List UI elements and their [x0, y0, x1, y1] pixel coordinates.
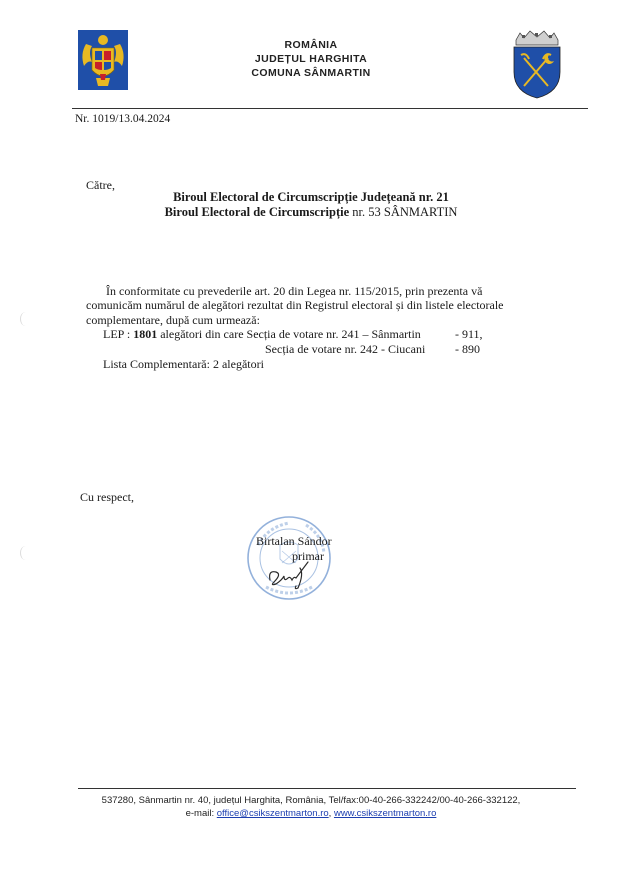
footer-email-link[interactable]: office@csikszentmarton.ro — [216, 808, 329, 819]
body-line-2: comunicăm numărul de alegători rezultat din Registrul electoral și din listele electorale — [86, 298, 504, 312]
lep-line — [103, 327, 421, 342]
complementary-list-line — [103, 357, 264, 372]
section-241-count: - 911, — [455, 327, 483, 341]
recipient-line-2 — [0, 205, 622, 220]
footer-contact — [0, 808, 622, 819]
section-242-count: - 890 — [455, 342, 480, 356]
footer-email-label: e-mail: — [185, 808, 217, 819]
complementary-count: 2 alegători — [212, 357, 264, 371]
header-commune: COMUNA SÂNMARTIN — [251, 67, 371, 79]
section-242-label: Secția de votare nr. 242 - Ciucani — [265, 342, 426, 356]
footer-divider — [78, 788, 576, 789]
body-line-1: În conformitate cu prevederile art. 20 din Legea nr. 115/2015, prin prezenta vă — [106, 284, 483, 298]
signatory-name: Birtalan Sándor — [256, 534, 332, 548]
recipient-line-2-rest: nr. 53 SÂNMARTIN — [349, 205, 458, 219]
header-county: JUDEȚUL HARGHITA — [254, 53, 368, 65]
lep-description: alegători din care Secția de votare nr. 241 – Sânmartin — [157, 327, 421, 341]
recipient-line-1: Biroul Electoral de Circumscripție Județeană nr. 21 — [173, 190, 449, 204]
recipient-line-2-bold: Biroul Electoral de Circumscripție — [164, 205, 350, 219]
scan-mark — [20, 546, 31, 560]
footer-website-link[interactable]: www.csikszentmarton.ro — [333, 808, 437, 819]
salutation: Către, — [86, 178, 115, 192]
complementary-prefix: Lista Complementară: — [103, 357, 213, 371]
reference-number: Nr. 1019/13.04.2024 — [75, 113, 171, 125]
scan-mark — [20, 312, 31, 326]
closing: Cu respect, — [80, 490, 134, 504]
footer-address: 537280, Sânmartin nr. 40, județul Harghita, România, Tel/fax:00-40-266-332242/00-40-266-332122, — [101, 795, 521, 806]
signatory-title: primar — [292, 549, 324, 563]
lep-prefix: LEP : — [103, 327, 134, 341]
footer-separator: , — [328, 808, 334, 819]
header-country: ROMÂNIA — [284, 39, 338, 51]
body-line-3: complementare, după cum urmează: — [86, 313, 260, 327]
header-divider — [72, 108, 588, 109]
commune-coat-of-arms-icon — [508, 30, 566, 100]
lep-total: 1801 — [133, 327, 158, 341]
handwritten-signature-icon — [264, 560, 324, 592]
